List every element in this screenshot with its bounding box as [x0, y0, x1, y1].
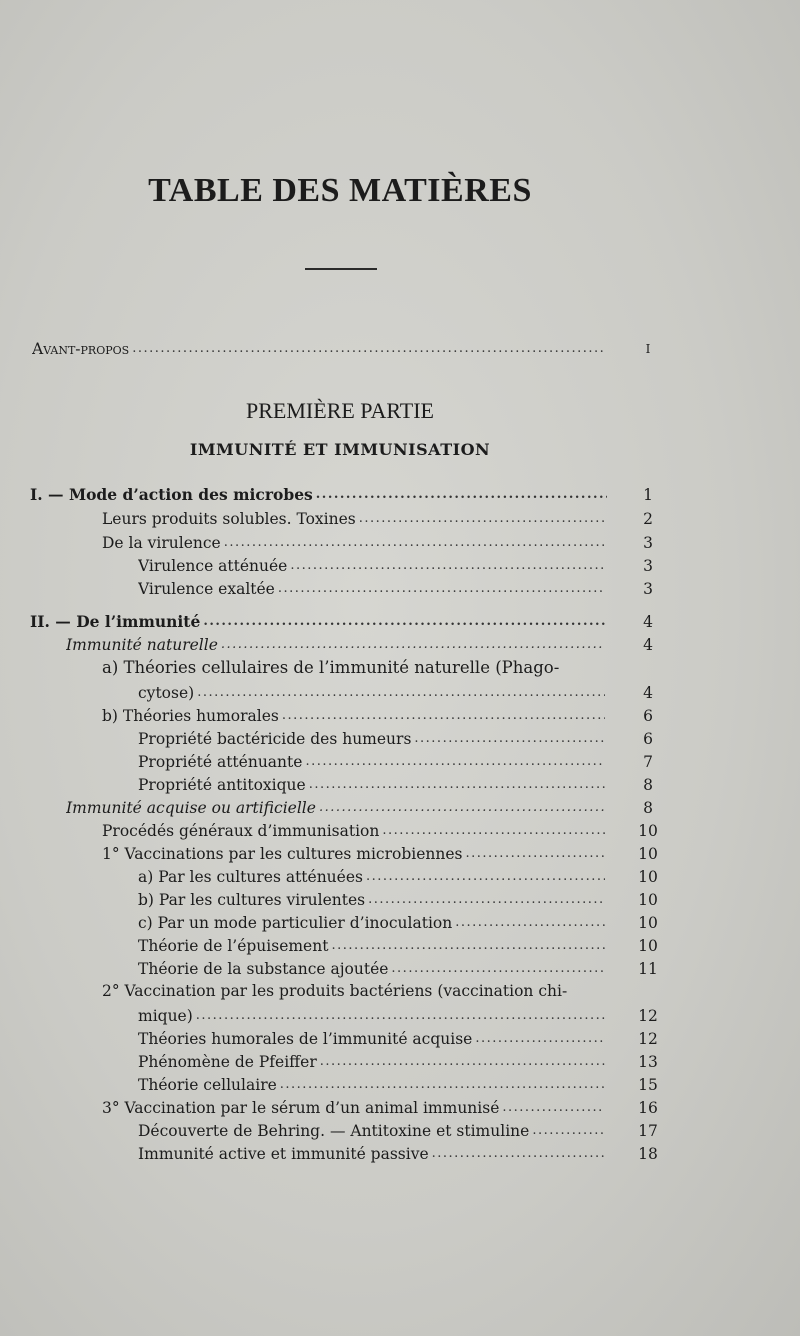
toc-entry [138, 912, 608, 934]
toc-entry [138, 889, 608, 911]
toc-entry-page: 6 [643, 730, 653, 748]
toc-entry-label: Phénomène de Pfeiffer [138, 1053, 317, 1071]
toc-entry-page: 10 [638, 937, 658, 955]
toc-entry [138, 682, 608, 704]
toc-entry [138, 751, 608, 773]
leader-dots [132, 338, 603, 360]
toc-entry-label: Théorie de l’épuisement [138, 937, 329, 955]
toc-entry-page: 3 [643, 557, 653, 575]
toc-entry-label: 1° Vaccinations par les cultures microbiennes [102, 845, 463, 863]
part-title: PREMIÈRE PARTIE [246, 398, 434, 423]
toc-entry [102, 508, 608, 530]
page-title: TABLE DES MATIÈRES [148, 172, 532, 209]
leader-dots [224, 532, 605, 554]
toc-entry-page: 7 [643, 753, 653, 771]
part-subtitle: IMMUNITÉ ET IMMUNISATION [189, 440, 491, 459]
toc-entry-page: 15 [638, 1076, 658, 1094]
toc-entry-page: 4 [643, 613, 653, 631]
leader-dots [282, 705, 605, 727]
toc-entry-page: 10 [638, 914, 658, 932]
toc-entry-page: 16 [638, 1099, 658, 1117]
toc-entry-label: Propriété atténuante [138, 753, 303, 771]
toc-entry [138, 1143, 608, 1165]
toc-entry-label: cytose) [138, 684, 195, 702]
leader-dots [368, 889, 605, 911]
leader-dots [197, 682, 605, 704]
toc-entry-page: 11 [638, 960, 658, 978]
toc-entry-page: 10 [638, 845, 658, 863]
toc-entry-label: b) Par les cultures virulentes [138, 891, 366, 909]
toc-entry [138, 1120, 608, 1142]
toc-entry-label: Théories humorales de l’immunité acquise [138, 1030, 473, 1048]
toc-entry-label: Avant-propos [32, 340, 130, 358]
toc-entry-label: Virulence atténuée [138, 557, 288, 575]
toc-entry [138, 1074, 608, 1096]
leader-dots [320, 1051, 605, 1073]
leader-dots [331, 935, 605, 957]
toc-entry-page: 12 [638, 1030, 658, 1048]
leader-dots [466, 843, 605, 865]
leader-dots [359, 508, 605, 530]
toc-entry-label: Procédés généraux d’immunisation [102, 822, 380, 840]
toc-entry-page: 4 [643, 684, 653, 702]
toc-entry-page: 8 [643, 799, 653, 817]
title-divider [305, 268, 377, 270]
toc-entry [102, 1097, 608, 1119]
toc-entry [138, 1051, 608, 1073]
toc-entry-page: 12 [638, 1007, 658, 1025]
leader-dots [203, 611, 607, 633]
toc-entry-page: I [645, 342, 651, 356]
leader-dots [319, 797, 605, 819]
toc-entry-label: 3° Vaccination par le sérum d’un animal immunisé [102, 1099, 500, 1117]
toc-entry [138, 935, 608, 957]
toc-entry-page: 10 [638, 822, 658, 840]
toc-entry [66, 797, 608, 819]
toc-entry-label: De la virulence [102, 534, 221, 552]
toc-entry-page: 2 [643, 510, 653, 528]
toc-entry-page: 3 [643, 534, 653, 552]
toc-entry-label: I. — Mode d’action des microbes [30, 485, 313, 504]
toc-entry-label: Découverte de Behring. — Antitoxine et stimuline [138, 1122, 530, 1140]
leader-dots [502, 1097, 605, 1119]
toc-entry-page: 18 [638, 1145, 658, 1163]
toc-entry-label: Théorie cellulaire [138, 1076, 277, 1094]
toc-entry-page: 6 [643, 707, 653, 725]
toc-entry-label: a) Théories cellulaires de l’immunité naturelle (Phago- [102, 658, 560, 677]
toc-entry [66, 634, 608, 656]
leader-dots [475, 1028, 605, 1050]
leader-dots [432, 1143, 605, 1165]
toc-entry-label: Virulence exaltée [138, 580, 275, 598]
toc-entry [138, 555, 608, 577]
toc-entry [138, 774, 608, 796]
leader-dots [455, 912, 605, 934]
toc-entry [102, 532, 608, 554]
toc-entry [138, 866, 608, 888]
leader-dots [280, 1074, 605, 1096]
toc-entry-label: Propriété bactéricide des humeurs [138, 730, 412, 748]
leader-dots [305, 751, 605, 773]
toc-entry-label: 2° Vaccination par les produits bactériens (vaccination chi- [102, 982, 568, 1000]
toc-entry-label: mique) [138, 1007, 193, 1025]
toc-entry-label: Propriété antitoxique [138, 776, 306, 794]
toc-entry [30, 484, 610, 506]
leader-dots [366, 866, 605, 888]
toc-entry-label: Leurs produits solubles. Toxines [102, 510, 356, 528]
leader-dots [532, 1120, 605, 1142]
leader-dots [221, 634, 605, 656]
toc-entry-label: Immunité acquise ou artificielle [66, 799, 316, 817]
toc-entry-page: 1 [643, 486, 653, 504]
leader-dots [309, 774, 605, 796]
toc-entry-page: 4 [643, 636, 653, 654]
toc-entry-label: a) Par les cultures atténuées [138, 868, 363, 886]
leader-dots [278, 578, 605, 600]
leader-dots [391, 958, 605, 980]
toc-entry-page: 13 [638, 1053, 658, 1071]
toc-entry-label: c) Par un mode particulier d’inoculation [138, 914, 453, 932]
toc-entry [102, 820, 608, 842]
toc-entry-page: 17 [638, 1122, 658, 1140]
toc-entry [138, 1005, 608, 1027]
toc-entry-label: Immunité naturelle [66, 636, 218, 654]
toc-entry [138, 958, 608, 980]
toc-entry [138, 1028, 608, 1050]
leader-dots [290, 555, 605, 577]
toc-entry-label: Théorie de la substance ajoutée [138, 960, 389, 978]
toc-entry [102, 843, 608, 865]
leader-dots [316, 484, 607, 506]
toc-entry-page: 10 [638, 868, 658, 886]
toc-entry [102, 705, 608, 727]
toc-entry-page: 3 [643, 580, 653, 598]
leader-dots [382, 820, 605, 842]
toc-entry-page: 8 [643, 776, 653, 794]
toc-entry-label: II. — De l’immunité [30, 612, 201, 631]
toc-entry-page: 10 [638, 891, 658, 909]
toc-entry [30, 611, 610, 633]
leader-dots [414, 728, 605, 750]
toc-entry-label: Immunité active et immunité passive [138, 1145, 429, 1163]
toc-entry-avant-propos [32, 338, 606, 360]
toc-entry [138, 578, 608, 600]
toc-entry-label: b) Théories humorales [102, 707, 279, 725]
toc-entry [138, 728, 608, 750]
leader-dots [196, 1005, 605, 1027]
